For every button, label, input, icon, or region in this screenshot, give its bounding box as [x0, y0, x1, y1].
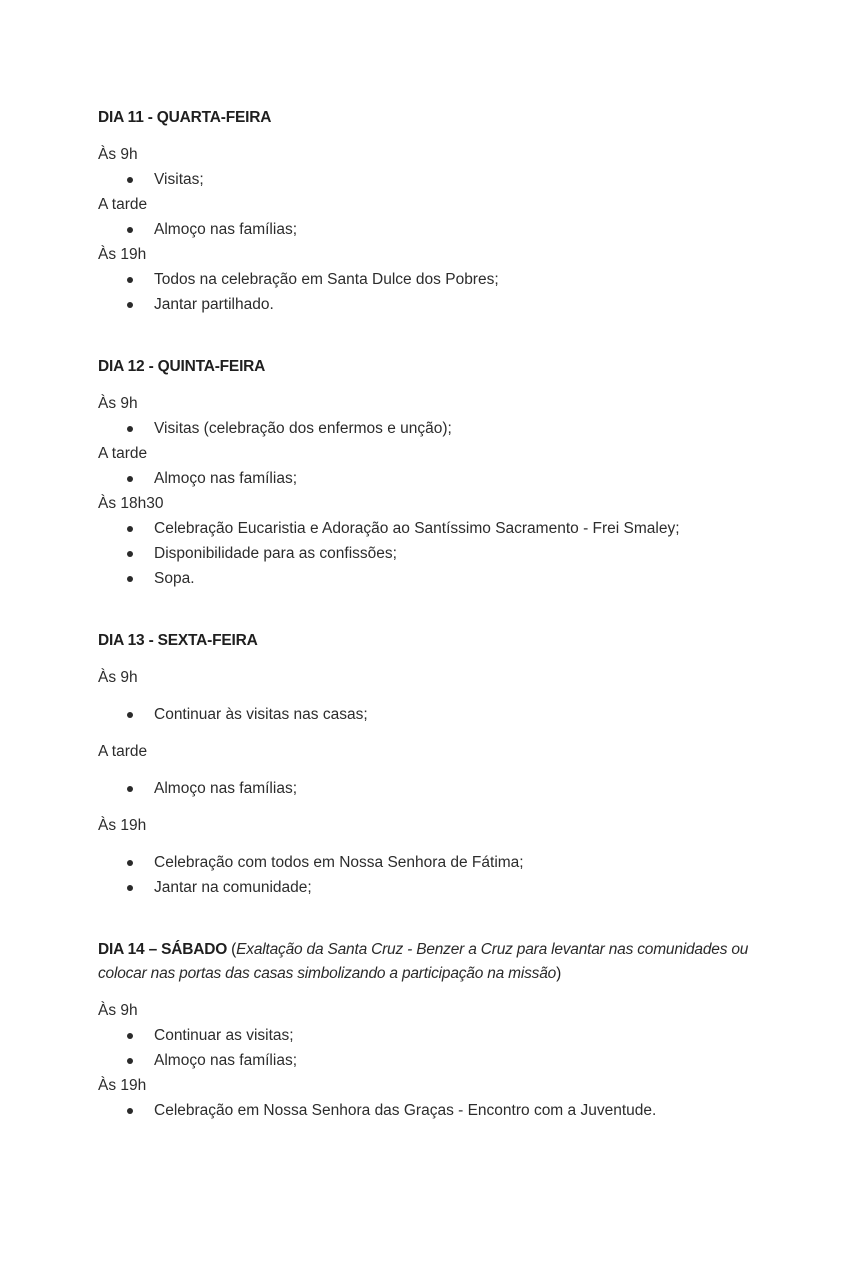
- list-item: Almoço nas famílias;: [98, 776, 798, 801]
- day-heading: DIA 11 - QUARTA-FEIRA: [98, 109, 272, 126]
- activity-list: [98, 1023, 798, 1073]
- bullet-icon: [127, 302, 133, 308]
- day-section: [98, 355, 798, 591]
- day-note: Exaltação da Santa Cruz - Benzer a Cruz para levantar nas comunidades ou colocar nas portas das casas simbolizando a participação na missão: [98, 941, 749, 982]
- time-label: A tarde: [98, 445, 148, 462]
- list-item: Visitas;: [98, 167, 798, 192]
- time-label: Às 19h: [98, 817, 147, 834]
- bullet-icon: [127, 227, 133, 233]
- time-label: Às 9h: [98, 669, 138, 686]
- activity-list: [98, 702, 798, 727]
- bullet-icon: [127, 860, 133, 866]
- list-item: Celebração Eucaristia e Adoração ao Santíssimo Sacramento - Frei Smaley;: [98, 516, 798, 541]
- time-label: Às 9h: [98, 395, 138, 412]
- bullet-icon: [127, 426, 133, 432]
- bullet-icon: [127, 177, 133, 183]
- activity-list: [98, 850, 798, 900]
- list-item: Celebração em Nossa Senhora das Graças - Encontro com a Juventude.: [98, 1098, 798, 1123]
- bullet-icon: [127, 277, 133, 283]
- day-section: [98, 938, 798, 1123]
- list-item: Disponibilidade para as confissões;: [98, 541, 798, 566]
- bullet-icon: [127, 1033, 133, 1039]
- activity-list: [98, 416, 798, 441]
- list-item: Continuar as visitas;: [98, 1023, 798, 1048]
- activity-list: [98, 1098, 798, 1123]
- list-item: Sopa.: [98, 566, 798, 591]
- day-heading: DIA 12 - QUINTA-FEIRA: [98, 358, 266, 375]
- time-label: Às 9h: [98, 1002, 138, 1019]
- time-label: Às 9h: [98, 146, 138, 163]
- bullet-icon: [127, 712, 133, 718]
- day-section: [98, 629, 798, 900]
- day-title: DIA 14 – SÁBADO: [98, 941, 228, 958]
- bullet-icon: [127, 1108, 133, 1114]
- activity-list: [98, 776, 798, 801]
- day-heading: DIA 13 - SEXTA-FEIRA: [98, 632, 258, 649]
- day-heading: DIA 14 – SÁBADO (Exaltação da Santa Cruz - Benzer a Cruz para levantar nas comunidades ou colocar nas portas das casas simbolizando a participação na missão): [98, 941, 749, 982]
- list-item: Todos na celebração em Santa Dulce dos Pobres;: [98, 267, 798, 292]
- list-item: Jantar na comunidade;: [98, 875, 798, 900]
- list-item: Celebração com todos em Nossa Senhora de Fátima;: [98, 850, 798, 875]
- activity-list: [98, 516, 798, 591]
- list-item: Jantar partilhado.: [98, 292, 798, 317]
- time-label: Às 18h30: [98, 495, 164, 512]
- bullet-icon: [127, 476, 133, 482]
- list-item: Almoço nas famílias;: [98, 217, 798, 242]
- activity-list: [98, 217, 798, 242]
- time-label: Às 19h: [98, 246, 147, 263]
- activity-list: [98, 267, 798, 317]
- list-item: Continuar às visitas nas casas;: [98, 702, 798, 727]
- activity-list: [98, 466, 798, 491]
- time-label: Às 19h: [98, 1077, 147, 1094]
- bullet-icon: [127, 786, 133, 792]
- time-label: A tarde: [98, 743, 148, 760]
- bullet-icon: [127, 526, 133, 532]
- list-item: Almoço nas famílias;: [98, 466, 798, 491]
- bullet-icon: [127, 1058, 133, 1064]
- list-item: Almoço nas famílias;: [98, 1048, 798, 1073]
- list-item: Visitas (celebração dos enfermos e unção);: [98, 416, 798, 441]
- activity-list: [98, 167, 798, 192]
- bullet-icon: [127, 551, 133, 557]
- bullet-icon: [127, 885, 133, 891]
- bullet-icon: [127, 576, 133, 582]
- day-section: [98, 106, 798, 317]
- time-label: A tarde: [98, 196, 148, 213]
